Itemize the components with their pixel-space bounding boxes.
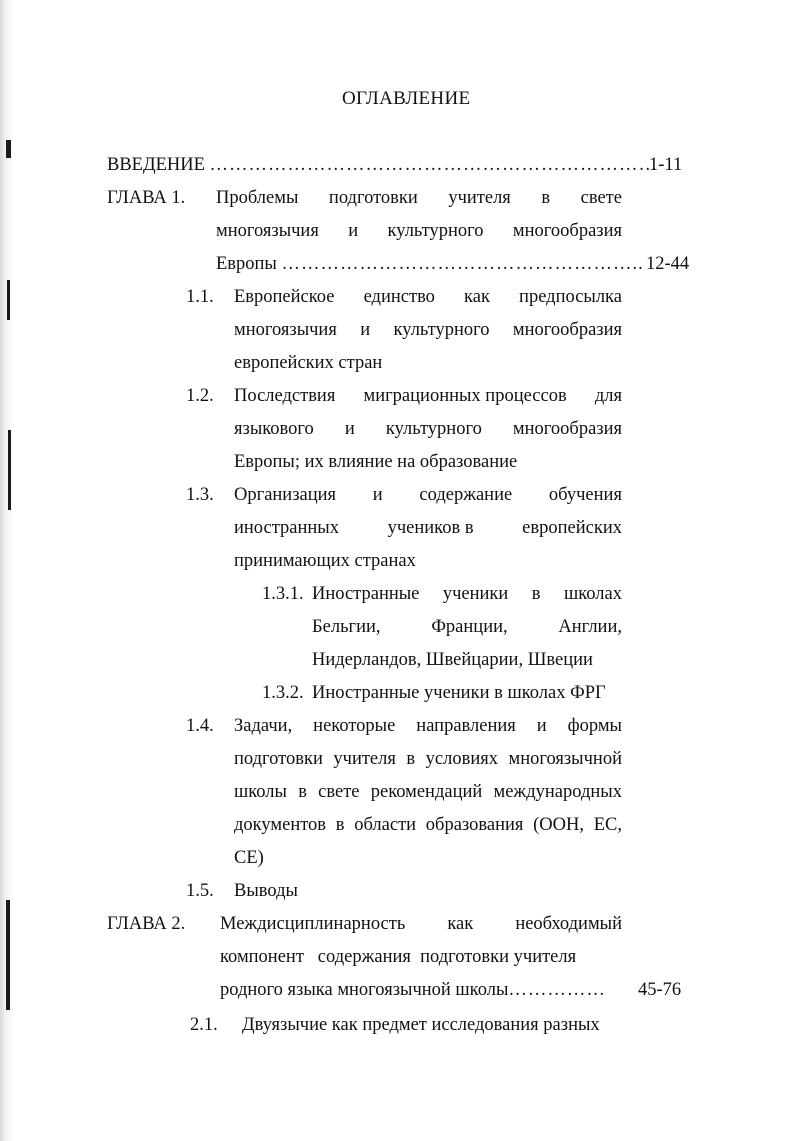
title-word: и bbox=[536, 716, 547, 736]
title-word: формы bbox=[567, 716, 622, 736]
title-word: Задачи, bbox=[234, 716, 293, 736]
subsection-title-line: Нидерландов, Швейцарии, Швеции bbox=[312, 650, 593, 670]
section-title-line bbox=[234, 517, 622, 539]
title-word: культурного bbox=[385, 419, 482, 439]
title-word: школы bbox=[234, 782, 287, 802]
title-word: в bbox=[335, 815, 345, 835]
subsection-title-line: Иностранные ученики в школах ФРГ bbox=[312, 683, 606, 703]
scan-artifact bbox=[8, 430, 11, 510]
section-title-line bbox=[234, 781, 622, 803]
section-title-line bbox=[234, 814, 622, 836]
title-word: ЕС, bbox=[593, 815, 622, 835]
section-title-line: принимающих странах bbox=[234, 551, 416, 571]
section-number: 1.5. bbox=[186, 881, 214, 901]
title-word: и bbox=[348, 221, 359, 241]
dot-leader: ……………………………………………….. bbox=[281, 254, 644, 274]
section-number: 1.1. bbox=[186, 287, 214, 307]
title-word: многообразия bbox=[512, 221, 622, 241]
title-word: рекомендаций bbox=[370, 782, 483, 802]
section-title-line: европейских стран bbox=[234, 353, 383, 373]
title-word: условиях bbox=[425, 749, 498, 769]
chapter-title-line bbox=[216, 220, 622, 242]
title-word: Организация bbox=[234, 485, 337, 505]
subsection-number: 1.3.2. bbox=[262, 683, 304, 703]
title-word: некоторые bbox=[313, 716, 396, 736]
section-title-line bbox=[234, 484, 622, 506]
title-word: ученики bbox=[442, 584, 509, 604]
section-number: 1.3. bbox=[186, 485, 214, 505]
title-word: многоязычной bbox=[508, 749, 622, 769]
title-word: многоязычия bbox=[234, 320, 337, 340]
scan-artifact bbox=[6, 900, 10, 1010]
title-word: в bbox=[298, 782, 307, 802]
subsection-title-line bbox=[312, 616, 622, 638]
title-word: содержание bbox=[419, 485, 513, 505]
title-word: и bbox=[372, 485, 383, 505]
dot-leader: …………………………………………………………… bbox=[209, 155, 659, 175]
chapter-title-line: компонент содержания подготовки учителя bbox=[220, 947, 577, 967]
section-title-line bbox=[234, 418, 622, 440]
chapter-number: ГЛАВА 1. bbox=[107, 188, 186, 208]
title-word: необходимый bbox=[515, 914, 622, 934]
title-word: (ООН, bbox=[533, 815, 584, 835]
toc-entry-label: ВВЕДЕНИЕ bbox=[107, 155, 205, 175]
title-word: для bbox=[594, 386, 622, 406]
chapter-number: ГЛАВА 2. bbox=[107, 914, 186, 934]
title-word: свете bbox=[318, 782, 360, 802]
dot-leader: …………… bbox=[508, 980, 606, 1000]
title-word: области bbox=[354, 815, 417, 835]
toc-entry-intro bbox=[107, 154, 658, 176]
section-title-line: Европы; их влияние на образование bbox=[234, 452, 518, 472]
title-word: Иностранные bbox=[312, 584, 420, 604]
title-word: миграционных процессов bbox=[363, 386, 567, 406]
toc-page-range: 1-11 bbox=[649, 155, 683, 175]
title-word: школах bbox=[563, 584, 622, 604]
title-word: направления bbox=[416, 716, 516, 736]
title-word: обучения bbox=[548, 485, 622, 505]
scan-artifact bbox=[7, 280, 10, 320]
section-title-line: Выводы bbox=[234, 881, 298, 901]
title-word: языкового bbox=[234, 419, 314, 439]
title-word: учеников в bbox=[387, 518, 474, 538]
title-word: свете bbox=[580, 188, 622, 208]
section-title-line bbox=[234, 286, 622, 308]
title-word: единство bbox=[363, 287, 435, 307]
title-word: образования bbox=[425, 815, 524, 835]
title-word: культурного bbox=[387, 221, 484, 241]
title-word: и bbox=[360, 320, 371, 340]
title-word: подготовки bbox=[328, 188, 418, 208]
title-word: в bbox=[541, 188, 551, 208]
title-word: Европейское bbox=[234, 287, 335, 307]
section-number: 2.1. bbox=[190, 1015, 218, 1035]
title-word: европейских bbox=[522, 518, 622, 538]
title-word: как bbox=[464, 287, 490, 307]
title-word: предпосылка bbox=[519, 287, 622, 307]
title-word: в bbox=[406, 749, 416, 769]
title-word: многообразия bbox=[512, 419, 622, 439]
chapter-title-last-line: родного языка многоязычной школы…………… bbox=[220, 980, 606, 1000]
section-title-line bbox=[234, 748, 622, 770]
section-title-line bbox=[234, 385, 622, 407]
title-word: Проблемы bbox=[216, 188, 299, 208]
title-word: подготовки bbox=[234, 749, 323, 769]
title-word: Междисциплинарность bbox=[220, 914, 406, 934]
title-word: многоязычия bbox=[216, 221, 319, 241]
title-word: и bbox=[344, 419, 355, 439]
subsection-title-line bbox=[312, 583, 622, 605]
section-title-line: Двуязычие как предмет исследования разных bbox=[242, 1015, 600, 1035]
section-number: 1.2. bbox=[186, 386, 214, 406]
title-word: Бельгии, bbox=[312, 617, 381, 637]
title-word: как bbox=[447, 914, 474, 934]
section-title-line bbox=[234, 715, 622, 737]
section-number: 1.4. bbox=[186, 716, 214, 736]
title-word: культурного bbox=[393, 320, 490, 340]
title-word: Англии, bbox=[558, 617, 622, 637]
chapter-title-line bbox=[220, 913, 622, 935]
title-word: учителя bbox=[333, 749, 396, 769]
title-word: учителя bbox=[448, 188, 511, 208]
title-word: Франции, bbox=[431, 617, 508, 637]
toc-title: ОГЛАВЛЕНИЕ bbox=[342, 88, 471, 109]
subsection-number: 1.3.1. bbox=[262, 584, 304, 604]
section-title-line bbox=[234, 319, 622, 341]
title-word: документов bbox=[234, 815, 327, 835]
title-word: многообразия bbox=[512, 320, 622, 340]
title-word: иностранных bbox=[234, 518, 339, 538]
chapter-title-last-line: Европы ……………………………………………….. bbox=[216, 254, 644, 274]
scan-artifact bbox=[6, 140, 11, 158]
title-word: Последствия bbox=[234, 386, 336, 406]
toc-page-range: 12-44 bbox=[646, 254, 690, 274]
title-word: в bbox=[531, 584, 541, 604]
toc-page-range: 45-76 bbox=[638, 980, 682, 1000]
section-title-line: СЕ) bbox=[234, 848, 264, 868]
chapter-title-line bbox=[216, 187, 622, 209]
title-word: международных bbox=[493, 782, 622, 802]
